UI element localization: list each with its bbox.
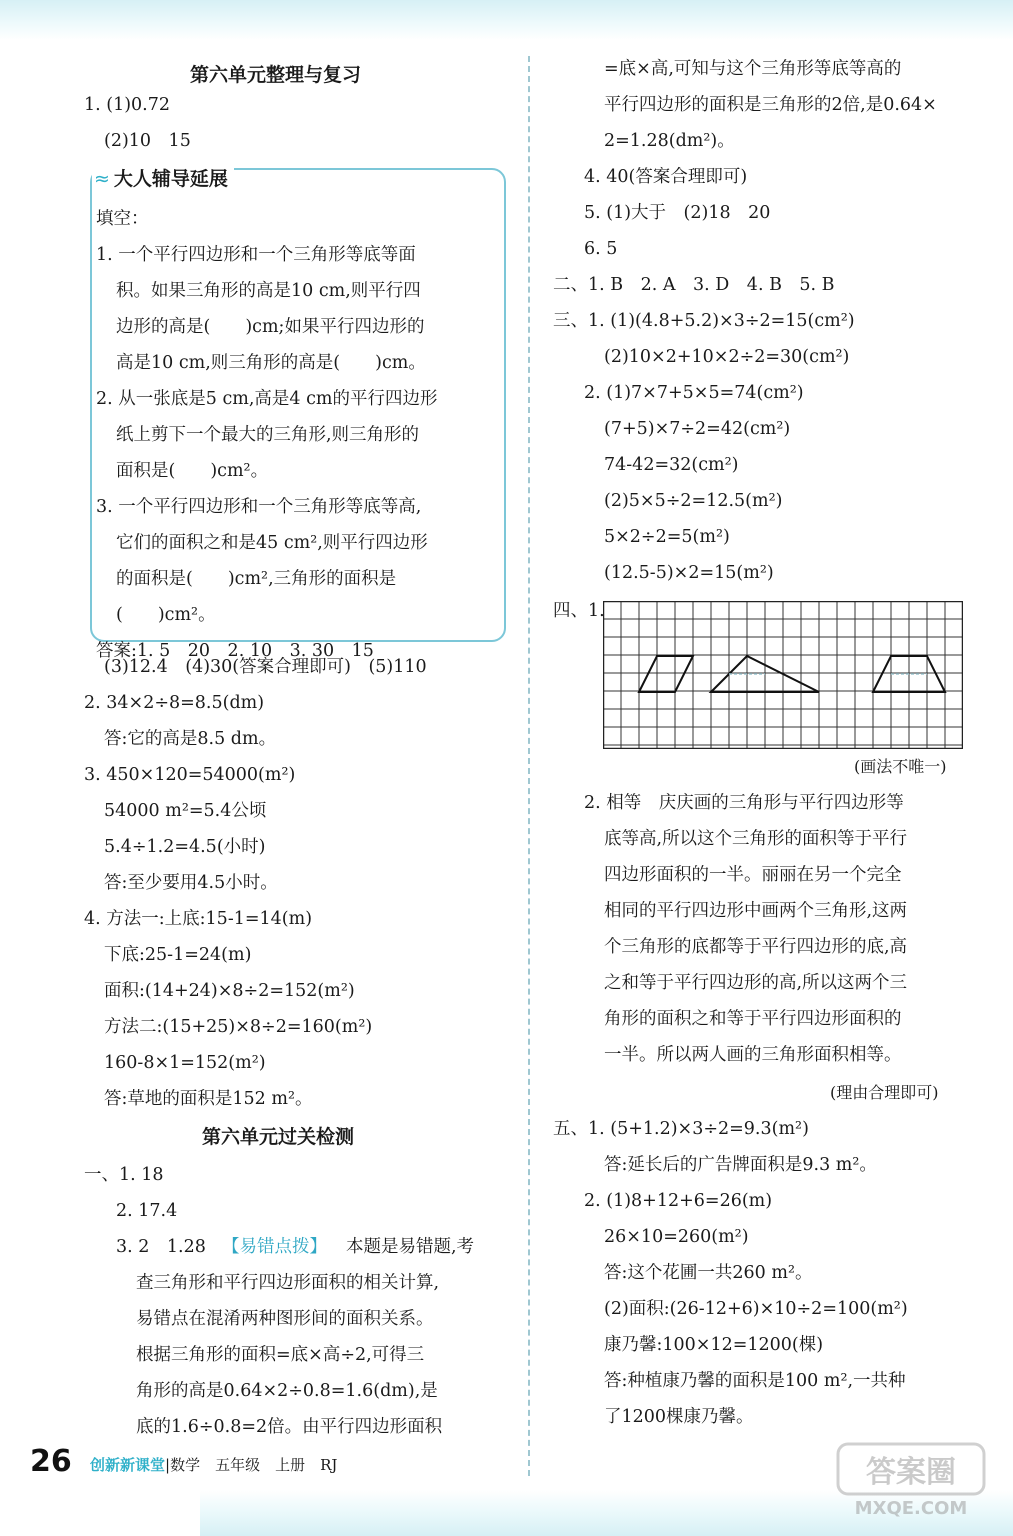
text-line: 答:种植康乃馨的面积是100 m²,一共种 (604, 1371, 906, 1391)
text-line: 二、1. B 2. A 3. D 4. B 5. B (553, 275, 835, 295)
text-line: 底的1.6÷0.8=2倍。由平行四边形面积 (136, 1417, 443, 1437)
footer-brand: 创新新课堂 (90, 1456, 166, 1474)
text-line: 1. 一个平行四边形和一个三角形等底等面 (96, 245, 416, 265)
svg-text:MXQE.COM: MXQE.COM (854, 1498, 968, 1519)
text-line: =底×高,可知与这个三角形等底等高的 (604, 59, 902, 79)
text-line: 康乃馨:100×12=1200(棵) (604, 1335, 824, 1355)
text-line: 底等高,所以这个三角形的面积等于平行 (604, 829, 908, 849)
section-title-test: 第六单元过关检测 (202, 1126, 355, 1148)
text-line: (7+5)×7÷2=42(cm²) (604, 419, 791, 439)
answer-line: 1. (1)0.72 (84, 95, 171, 115)
text-line: 高是10 cm,则三角形的高是( )cm。 (116, 353, 426, 373)
text-line: 5×2÷2=5(m²) (604, 527, 730, 547)
text-line: 本题是易错题,考 (346, 1237, 475, 1257)
top-wave-banner (0, 0, 1013, 40)
page-number: 26 (30, 1444, 72, 1479)
text-line: (12.5-5)×2=15(m²) (604, 563, 774, 583)
text-line: 下底:25-1=24(m) (104, 945, 252, 965)
text-line: 4. 方法一:上底:15-1=14(m) (84, 909, 313, 929)
text-line: 54000 m²=5.4公顷 (104, 801, 267, 821)
text-line: 五、1. (5+1.2)×3÷2=9.3(m²) (553, 1119, 809, 1139)
text-line: 5. (1)大于 (2)18 20 (584, 203, 771, 223)
text-line: 根据三角形的面积=底×高÷2,可得三 (136, 1345, 425, 1365)
text-line: (2)5×5÷2=12.5(m²) (604, 491, 783, 511)
wave-icon: ≈ (94, 168, 110, 190)
text-line: 之和等于平行四边形的高,所以这两个三 (604, 973, 908, 993)
text-line: 角形的面积之和等于平行四边形面积的 (604, 1009, 902, 1029)
section-title-review: 第六单元整理与复习 (190, 64, 362, 86)
grid-note: (画法不唯一) (854, 757, 947, 776)
text-line: 26×10=260(m²) (604, 1227, 749, 1247)
text-line: (3)12.4 (4)30(答案合理即可) (5)110 (104, 657, 427, 677)
text-line: 一、1. 18 (84, 1165, 164, 1185)
text-line: 填空： (96, 209, 149, 229)
footer-subject: |数学 五年级 上册 RJ (165, 1456, 338, 1474)
text-line: 平行四边形的面积是三角形的2倍,是0.64× (604, 95, 937, 115)
grid-question-label: 四、1. (553, 601, 605, 621)
text-line: 面积:(14+24)×8÷2=152(m²) (104, 981, 355, 1001)
text-line: 5.4÷1.2=4.5(小时) (104, 837, 266, 857)
tutor-extension-title: 大人辅导延展 (113, 168, 228, 190)
text-line: (2)10×2+10×2÷2=30(cm²) (604, 347, 850, 367)
text-line: 三、1. (1)(4.8+5.2)×3÷2=15(cm²) (553, 311, 855, 331)
text-line: 答:延长后的广告牌面积是9.3 m²。 (604, 1155, 877, 1175)
text-line: 2. 从一张底是5 cm,高是4 cm的平行四边形 (96, 389, 438, 409)
watermark-logo (836, 1440, 986, 1520)
text-line: 了1200棵康乃馨。 (604, 1407, 754, 1427)
text-line: 易错点在混淆两种图形间的面积关系。 (136, 1309, 434, 1329)
text-line: 2. (1)8+12+6=26(m) (584, 1191, 773, 1211)
text-line: 边形的高是( )cm;如果平行四边形的 (116, 317, 425, 337)
text-line: 的面积是( )cm²,三角形的面积是 (116, 569, 397, 589)
text-line: 答:它的高是8.5 dm。 (104, 729, 277, 749)
text-line: 角形的高是0.64×2÷0.8=1.6(dm),是 (136, 1381, 438, 1401)
text-line: 2. (1)7×7+5×5=74(cm²) (584, 383, 804, 403)
text-line: 答:至少要用4.5小时。 (104, 873, 278, 893)
mistake-tip-tag: 【易错点拨】 (222, 1237, 327, 1257)
text-line: 查三角形和平行四边形面积的相关计算, (136, 1273, 440, 1293)
text-line: 3. 450×120=54000(m²) (84, 765, 296, 785)
text-line: 3. 2 1.28 (116, 1237, 206, 1257)
text-line: 3. 一个平行四边形和一个三角形等底等高, (96, 497, 422, 517)
text-line: 160-8×1=152(m²) (104, 1053, 266, 1073)
parallelogram-shape (639, 656, 693, 692)
tutor-extension-heading (92, 164, 234, 191)
grid-drawing (603, 601, 963, 753)
text-line: 2. 相等 庆庆画的三角形与平行四边形等 (584, 793, 904, 813)
text-line: 积。如果三角形的高是10 cm,则平行四 (116, 281, 421, 301)
text-line: 74-42=32(cm²) (604, 455, 739, 475)
text-line: 四边形面积的一半。丽丽在另一个完全 (604, 865, 902, 885)
text-line: 它们的面积之和是45 cm²,则平行四边形 (116, 533, 428, 553)
text-line: 答案:1. 5 20 2. 10 3. 30 15 (96, 641, 374, 661)
text-line: 方法二:(15+25)×8÷2=160(m²) (104, 1017, 373, 1037)
grid-figure (603, 601, 963, 749)
text-line: 面积是( )cm²。 (116, 461, 269, 481)
column-divider (528, 56, 530, 1476)
text-line: 纸上剪下一个最大的三角形,则三角形的 (116, 425, 420, 445)
footer-info (90, 1454, 337, 1475)
text-line: 答:草地的面积是152 m²。 (104, 1089, 313, 1109)
text-line: 一半。所以两人画的三角形面积相等。 (604, 1045, 902, 1065)
text-line: 2. 34×2÷8=8.5(dm) (84, 693, 265, 713)
svg-text:答案圈: 答案圈 (866, 1455, 956, 1490)
text-line: 6. 5 (584, 239, 618, 259)
text-line: 个三角形的底都等于平行四边形的底,高 (604, 937, 908, 957)
text-line: 相同的平行四边形中画两个三角形,这两 (604, 901, 908, 921)
text-line: ( )cm²。 (116, 605, 216, 625)
text-line: 答:这个花圃一共260 m²。 (604, 1263, 813, 1283)
reason-note: (理由合理即可) (830, 1083, 939, 1102)
answer-line: (2)10 15 (104, 131, 191, 151)
text-line: 2. 17.4 (116, 1201, 178, 1221)
text-line: 4. 40(答案合理即可) (584, 167, 748, 187)
text-line: (2)面积:(26-12+6)×10÷2=100(m²) (604, 1299, 908, 1319)
text-line: 2=1.28(dm²)。 (604, 131, 735, 151)
